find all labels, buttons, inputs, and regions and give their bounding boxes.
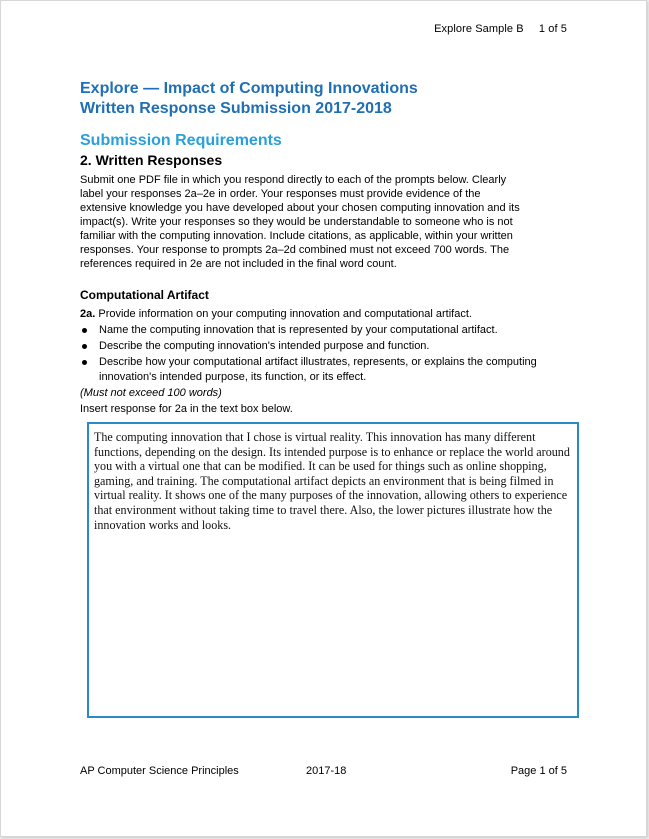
bullet-item: Describe the computing innovation's intended purpose and function. <box>80 339 570 354</box>
prompt-2a <box>80 307 570 417</box>
footer-year: 2017-18 <box>306 765 347 777</box>
footer-page-number: Page 1 of 5 <box>510 765 567 777</box>
document-title <box>80 79 418 119</box>
response-text: The computing innovation that I chose is virtual reality. This innovation has many different functions, depending on the design. Its intended purpose is to enhance or replace the world around you with a virtual one that can be modified. It can be used for things such as online shopping, gaming, and training. The computational artifact depicts an environment that is being filmed in virtual reality. It shows one of the many purposes of the innovation, allowing others to experience that environment without taking time to travel there. Also, the lower pictures illustrate how the innovation works and looks. <box>94 430 570 532</box>
prompt-bullet-list <box>80 323 570 385</box>
artifact-heading: Computational Artifact <box>80 288 209 302</box>
section-subheading: 2. Written Responses <box>80 152 223 168</box>
bullet-item: Name the computing innovation that is represented by your computational artifact. <box>80 323 570 338</box>
insert-instruction: Insert response for 2a in the text box below. <box>80 403 293 415</box>
bullet-item: Describe how your computational artifact illustrates, represents, or explains the computing innovation's intended purpose, its function, or its effect. <box>80 355 570 385</box>
prompt-label: 2a. <box>80 308 96 320</box>
header-page-count: 1 of 5 <box>538 23 567 35</box>
intro-paragraph: Submit one PDF file in which you respond directly to each of the prompts below. Clearly label your responses 2a–2e in order. Your responses must provide evidence of the extensive knowledge you have developed about your chosen computing innovation and its impact(s). Write your responses so they would be understandable to someone who is not familiar with the computing innovation. Include citations, as applicable, within your written responses. Your response to prompts 2a–2d combined must not exceed 700 words. The references required in 2e are not included in the final word count. <box>80 174 520 270</box>
header-sample-label: Explore Sample B <box>434 23 524 35</box>
word-limit-note: (Must not exceed 100 words) <box>80 387 222 399</box>
page-header <box>434 23 567 35</box>
prompt-intro <box>80 307 570 322</box>
title-line-2: Written Response Submission 2017-2018 <box>80 100 392 117</box>
footer-course: AP Computer Science Principles <box>80 765 239 777</box>
response-text-box[interactable] <box>87 422 579 718</box>
title-line-1: Explore — Impact of Computing Innovations <box>80 80 418 97</box>
prompt-text: Provide information on your computing innovation and computational artifact. <box>95 308 472 320</box>
section-heading: Submission Requirements <box>80 132 282 149</box>
